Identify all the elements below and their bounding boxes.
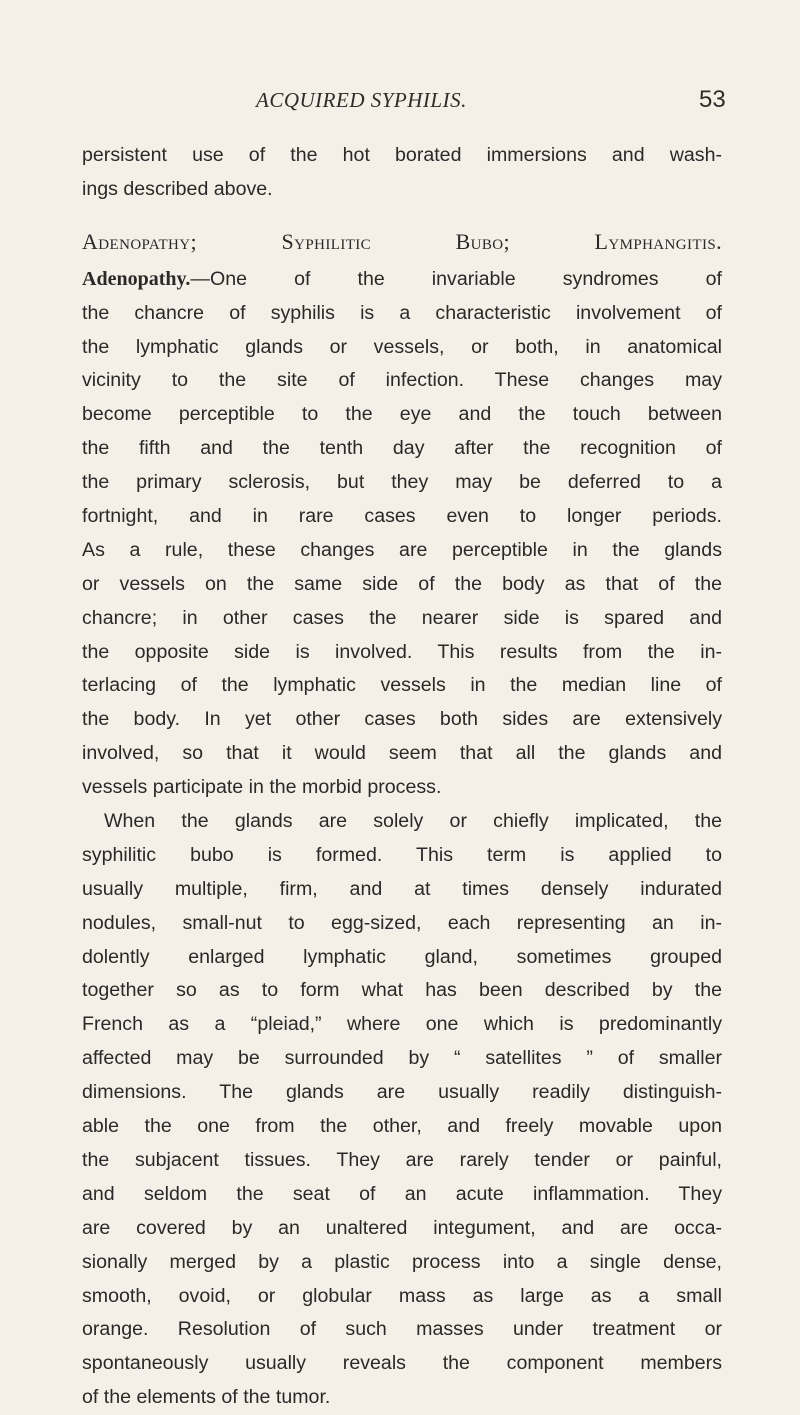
running-head: ACQUIRED SYPHILIS.	[256, 88, 467, 112]
text-line: or vessels on the same side of the body as that of the	[82, 572, 722, 595]
text-line: smooth, ovoid, or globular mass as large as a small	[82, 1284, 722, 1307]
text-line: French as a “pleiad,” where one which is predominantly	[82, 1013, 722, 1036]
text-line: chancre; in other cases the nearer side is spared and	[82, 606, 722, 629]
paragraph-first-line	[82, 263, 722, 297]
text-line: the chancre of syphilis is a characteristic involvement of	[82, 301, 722, 324]
text-line: When the glands are solely or chiefly implicated, the	[104, 810, 722, 833]
text-line: the opposite side is involved. This results from the in-	[82, 640, 722, 663]
text-line: sionally merged by a plastic process into a single dense,	[82, 1250, 722, 1273]
text-line: fortnight, and in rare cases even to longer periods.	[82, 505, 722, 528]
body-text	[82, 139, 722, 1415]
text-line: ings described above.	[82, 177, 273, 200]
text-line: dimensions. The glands are usually readily distinguish-	[82, 1081, 722, 1104]
section-heading	[82, 221, 722, 263]
text-line: vessels participate in the morbid process.	[82, 776, 442, 799]
text-line: usually multiple, firm, and at times densely indurated	[82, 877, 722, 900]
text-line: orange. Resolution of such masses under treatment or	[82, 1318, 722, 1341]
text-line: become perceptible to the eye and the touch between	[82, 403, 722, 426]
text-line: of the elements of the tumor.	[82, 1386, 331, 1409]
text-line: spontaneously usually reveals the component members	[82, 1352, 722, 1375]
text-line: the lymphatic glands or vessels, or both, in anatomical	[82, 335, 722, 358]
text-line: are covered by an unaltered integument, and are occa-	[82, 1216, 722, 1239]
text-line: the fifth and the tenth day after the recognition of	[82, 437, 722, 460]
text-line: the primary sclerosis, but they may be deferred to a	[82, 471, 722, 494]
page-number: 53	[699, 86, 726, 113]
text-line: persistent use of the hot borated immersions and wash-	[82, 144, 722, 166]
text-line-rest: —One of the invariable syndromes of	[190, 267, 722, 290]
text-line: syphilitic bubo is formed. This term is applied to	[82, 843, 722, 866]
text-line: vicinity to the site of infection. These changes may	[82, 369, 722, 392]
text-line: together so as to form what has been described by the	[82, 979, 722, 1002]
text-line: terlacing of the lymphatic vessels in the median line of	[82, 674, 722, 697]
text-line: nodules, small-nut to egg-sized, each representing an in-	[82, 911, 722, 934]
text-line: the body. In yet other cases both sides are extensively	[82, 708, 722, 731]
text-line: dolently enlarged lymphatic gland, sometimes grouped	[82, 945, 722, 968]
text-line: involved, so that it would seem that all the glands and	[82, 742, 722, 765]
text-line: the subjacent tissues. They are rarely tender or painful,	[82, 1148, 722, 1171]
text-line: and seldom the seat of an acute inflammation. They	[82, 1182, 722, 1205]
run-in-heading: Adenopathy.	[82, 267, 191, 290]
text-line: able the one from the other, and freely movable upon	[82, 1115, 722, 1138]
text-line: affected may be surrounded by “ satellites ” of smaller	[82, 1047, 722, 1070]
section-heading-text: Adenopathy; Syphilitic Bubo; Lymphangitis.	[82, 228, 722, 254]
text-line: As a rule, these changes are perceptible in the glands	[82, 538, 722, 561]
